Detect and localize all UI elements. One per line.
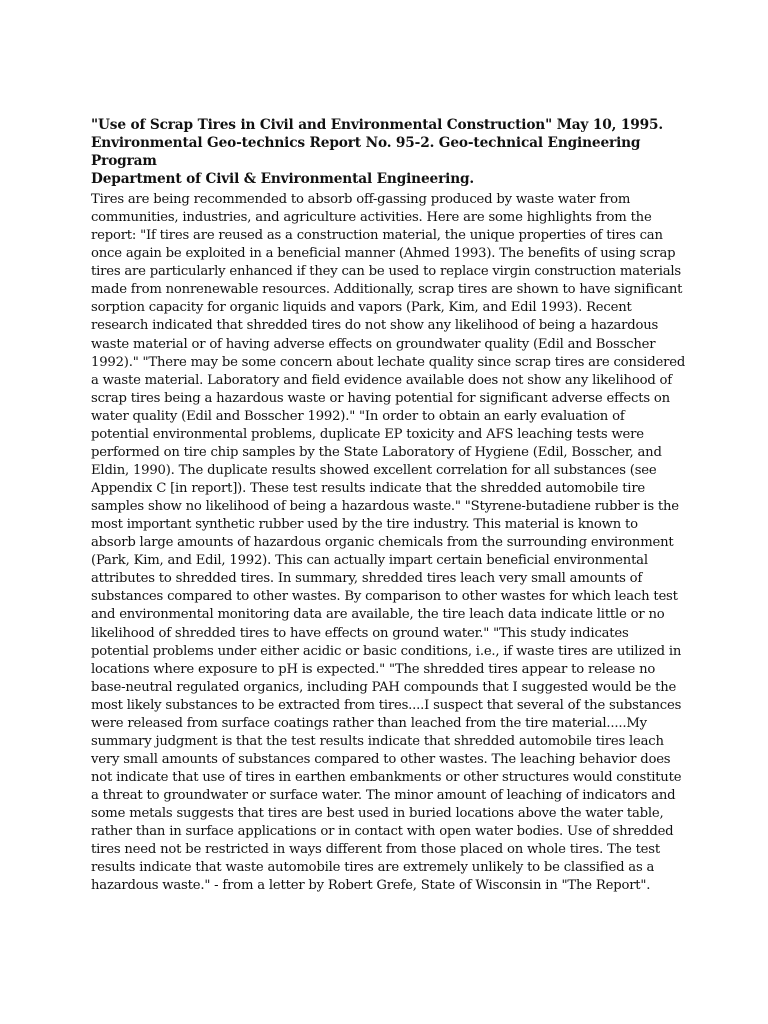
document-heading: "Use of Scrap Tires in Civil and Environmental Construction" May 10, 1995. Environmental Geo-technics Report No. 95-2. Geo-technical Engineering Program Department of Civil & Environmental Engineering. xyxy=(91,117,663,188)
document-body: Tires are being recommended to absorb off-gassing produced by waste water from communities, industries, and agriculture activities. Here are some highlights from the report: "If tires are reused as a construction material, the unique properties of tires can once again be exploited in a beneficial manner (Ahmed 1993). The benefits of using scrap tires are particularly enhanced if they can be used to replace virgin construction materials made from nonrenewable resources. Additionally, scrap tires are shown to have significant sorption capacity for organic liquids and vapors (Park, Kim, and Edil 1993). Recent research indicated that shredded tires do not show any likelihood of being a hazardous waste material or of having adverse effects on groundwater quality (Edil and Bosscher 1992)." "There may be some concern about lechate quality since scrap tires are considered a waste material. Laboratory and field evidence available does not show any likelihood of scrap tires being a hazardous waste or having potential for significant adverse effects on water quality (Edil and Bosscher 1992)." "In order to obtain an early evaluation of potential environmental problems, duplicate EP toxicity and AFS leaching tests were performed on tire chip samples by the State Laboratory of Hygiene (Edil, Bosscher, and Eldin, 1990). The duplicate results showed excellent correlation for all substances (see Appendix C [in report]). These test results indicate that the shredded automobile tire samples show no likelihood of being a hazardous waste." "Styrene-butadiene rubber is the most important synthetic rubber used by the tire industry. This material is known to absorb large amounts of hazardous organic chemicals from the surrounding environment (Park, Kim, and Edil, 1992). This can actually impart certain beneficial environmental attributes to shredded tires. In summary, shredded tires leach very small amounts of substances compared to other wastes. By comparison to other wastes for which leach test and environmental monitoring data are available, the tire leach data indicate little or no likelihood of shredded tires to have effects on ground water." "This study indicates potential problems under either acidic or basic conditions, i.e., if waste tires are utilized in locations where exposure to pH is expected." "The shredded tires appear to release no base-neutral regulated organics, including PAH compounds that I suggested would be the most likely substances to be extracted from tires....I suspect that several of the substances were released from surface coatings rather than leached from the tire material.....My summary judgment is that the test results indicate that shredded automobile tires leach very small amounts of substances compared to other wastes. The leaching behavior does not indicate that use of tires in earthen embankments or other structures would constitute a threat to groundwater or surface water. The minor amount of leaching of indicators and some metals suggests that tires are best used in buried locations above the water table, rather than in surface applications or in contact with open water bodies. Use of shredded tires need not be restricted in ways different from those placed on whole tires. The test results indicate that waste automobile tires are extremely unlikely to be classified as a hazardous waste." - from a letter by Robert Grefe, State of Wisconsin in "The Report". xyxy=(91,192,686,894)
